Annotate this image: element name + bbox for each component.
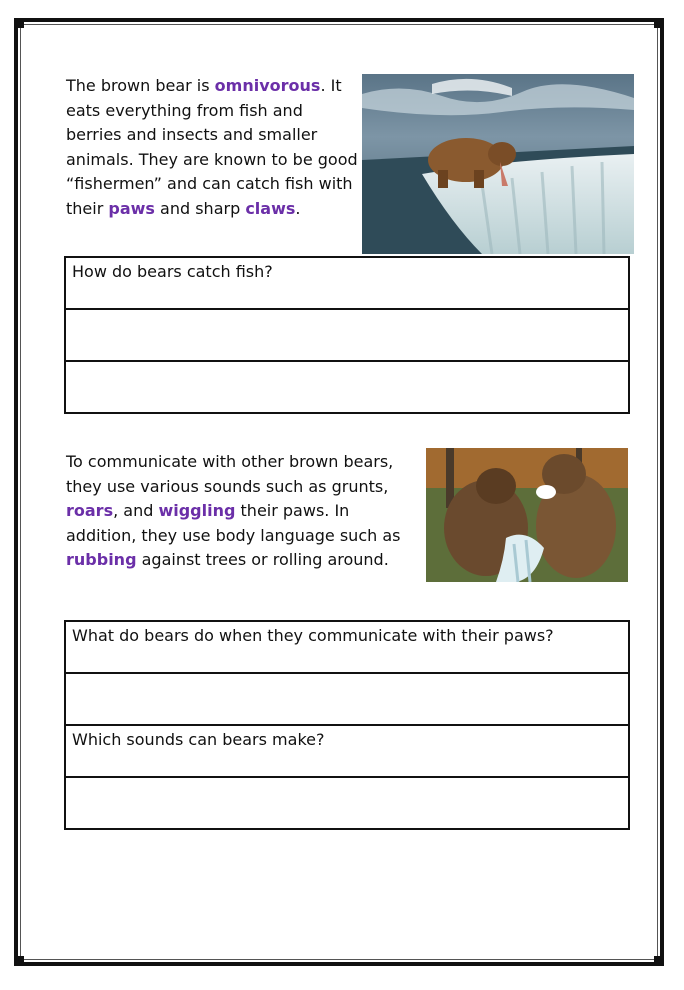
question-communicate-paws: What do bears do when they communicate with their paws? — [65, 621, 629, 673]
answer-line[interactable] — [65, 361, 629, 413]
bears-playing-photo — [426, 448, 628, 582]
answer-table-2 — [64, 620, 630, 830]
border-corner — [14, 18, 24, 28]
question-how-catch-fish: How do bears catch fish? — [65, 257, 629, 309]
answer-line[interactable] — [65, 673, 629, 725]
keyword-roars: roars — [66, 501, 114, 520]
keyword-wiggling: wiggling — [158, 501, 236, 520]
border-corner — [654, 956, 664, 966]
border-corner — [14, 956, 24, 966]
keyword-omnivorous: omnivorous — [214, 76, 321, 95]
answer-line[interactable] — [65, 777, 629, 829]
communication-paragraph: To communicate with other brown bears, they use various sounds such as grunts, roars, and wiggling their paws. In addition, they use body language such as rubbing against trees or rolling around. — [66, 452, 401, 569]
answer-line[interactable] — [65, 309, 629, 361]
keyword-rubbing: rubbing — [66, 550, 137, 569]
keyword-claws: claws — [245, 198, 296, 218]
question-bear-sounds: Which sounds can bears make? — [65, 725, 629, 777]
bear-fishing-photo — [362, 74, 634, 254]
border-corner — [654, 18, 664, 28]
keyword-paws: paws — [108, 198, 155, 218]
omnivore-paragraph: The brown bear is omnivorous. It eats everything from fish and berries and insects and smaller animals. They are known to be good “fishermen” and can catch fish with their paws and sharp claws. — [66, 76, 358, 218]
answer-table-1 — [64, 256, 630, 414]
